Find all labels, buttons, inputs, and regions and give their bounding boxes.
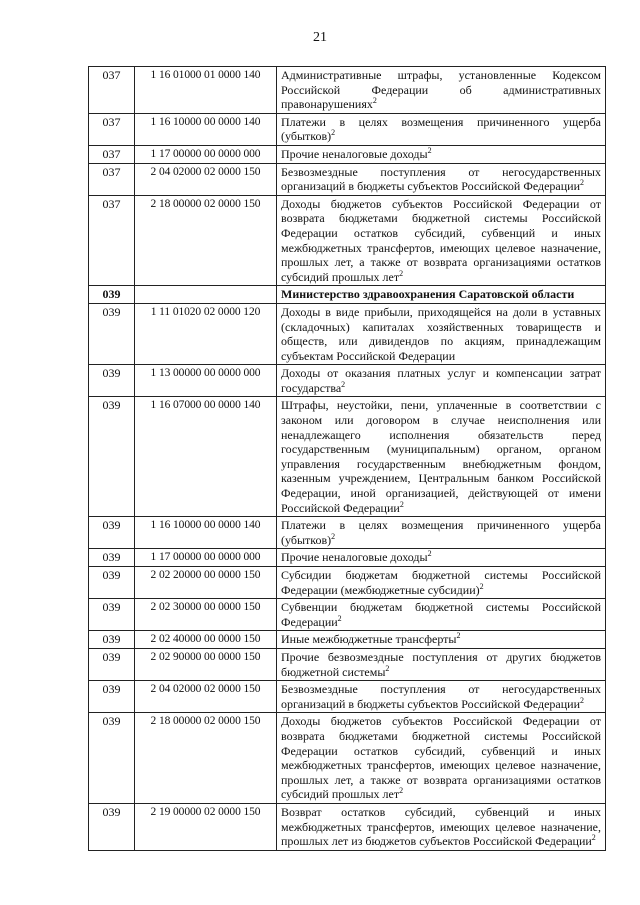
description-cell bbox=[277, 713, 606, 804]
budget-code-cell: 2 02 90000 00 0000 150 bbox=[135, 648, 277, 680]
description-text: Прочие неналоговые доходы bbox=[281, 146, 428, 161]
table-row bbox=[89, 599, 606, 631]
footnote-marker: 2 bbox=[580, 695, 585, 705]
budget-code-cell: 2 18 00000 02 0000 150 bbox=[135, 195, 277, 286]
description-text: Административные штрафы, установленные Кодексом Российской Федерации об административных правонарушениях bbox=[281, 68, 601, 112]
footnote-marker: 2 bbox=[385, 663, 390, 673]
admin-code-cell: 039 bbox=[89, 567, 135, 599]
budget-code-cell: 1 13 00000 00 0000 000 bbox=[135, 365, 277, 397]
table-row bbox=[89, 567, 606, 599]
admin-code-cell: 039 bbox=[89, 681, 135, 713]
admin-code-cell: 039 bbox=[89, 631, 135, 649]
table-row bbox=[89, 648, 606, 680]
admin-code-cell: 039 bbox=[89, 713, 135, 804]
page-number: 21 bbox=[313, 30, 327, 45]
budget-code-cell: 2 02 20000 00 0000 150 bbox=[135, 567, 277, 599]
description-cell bbox=[277, 599, 606, 631]
table-row bbox=[89, 163, 606, 195]
admin-code-cell: 037 bbox=[89, 113, 135, 145]
table-row bbox=[89, 803, 606, 850]
footnote-marker: 2 bbox=[331, 531, 336, 541]
admin-code-cell: 039 bbox=[89, 648, 135, 680]
footnote-marker: 2 bbox=[399, 268, 404, 278]
description-cell bbox=[277, 365, 606, 397]
description-text: Прочие неналоговые доходы bbox=[281, 550, 428, 565]
budget-code-cell: 1 11 01020 02 0000 120 bbox=[135, 303, 277, 364]
description-text: Безвозмездные поступления от негосударственных организаций в бюджеты субъектов Российской Федерации bbox=[281, 682, 601, 711]
admin-code-cell: 039 bbox=[89, 803, 135, 850]
table-row bbox=[89, 681, 606, 713]
footnote-marker: 2 bbox=[427, 145, 432, 155]
admin-code-cell: 037 bbox=[89, 67, 135, 114]
budget-code-cell: 1 16 01000 01 0000 140 bbox=[135, 67, 277, 114]
admin-code-cell: 037 bbox=[89, 145, 135, 163]
budget-code-cell: 1 16 10000 00 0000 140 bbox=[135, 113, 277, 145]
budget-code-cell: 1 17 00000 00 0000 000 bbox=[135, 549, 277, 567]
description-cell bbox=[277, 113, 606, 145]
description-cell bbox=[277, 163, 606, 195]
description-text: Возврат остатков субсидий, субвенций и иных межбюджетных трансфертов, имеющих целевое назначение, прошлых лет из бюджетов субъектов Российской Федерации bbox=[281, 804, 601, 849]
description-text: Иные межбюджетные трансферты bbox=[281, 632, 457, 647]
table-row bbox=[89, 397, 606, 517]
admin-code-cell: 039 bbox=[89, 517, 135, 549]
table-row bbox=[89, 303, 606, 364]
description-cell bbox=[277, 803, 606, 850]
footnote-marker: 2 bbox=[479, 581, 484, 591]
description-text: Платежи в целях возмещения причиненного ущерба (убытков) bbox=[281, 114, 601, 144]
admin-code-cell: 039 bbox=[89, 549, 135, 567]
table-row bbox=[89, 195, 606, 286]
budget-code-cell: 2 04 02000 02 0000 150 bbox=[135, 681, 277, 713]
table-row bbox=[89, 549, 606, 567]
description-cell bbox=[277, 195, 606, 286]
footnote-marker: 2 bbox=[399, 499, 404, 509]
description-text: Платежи в целях возмещения причиненного ущерба (убытков) bbox=[281, 518, 601, 547]
description-cell bbox=[277, 549, 606, 567]
table-row bbox=[89, 113, 606, 145]
table-row bbox=[89, 517, 606, 549]
footnote-marker: 2 bbox=[331, 128, 336, 138]
description-cell bbox=[277, 648, 606, 680]
admin-code-cell: 039 bbox=[89, 397, 135, 517]
admin-code-cell: 037 bbox=[89, 163, 135, 195]
budget-code-cell: 1 16 10000 00 0000 140 bbox=[135, 517, 277, 549]
budget-code-cell: 1 17 00000 00 0000 000 bbox=[135, 145, 277, 163]
description-text: Безвозмездные поступления от негосударственных организаций в бюджеты субъектов Российской Федерации bbox=[281, 164, 601, 194]
footnote-marker: 2 bbox=[341, 379, 346, 389]
description-text: Доходы в виде прибыли, приходящейся на доли в уставных (складочных) капиталах хозяйственных товариществ и обществ, или дивидендов по акциям, принадлежащим субъектам Российской Федерации bbox=[281, 304, 601, 363]
admin-code-cell: 039 bbox=[89, 286, 135, 304]
budget-code-cell: 2 02 30000 00 0000 150 bbox=[135, 599, 277, 631]
footnote-marker: 2 bbox=[580, 178, 585, 188]
footnote-marker: 2 bbox=[337, 613, 342, 623]
description-text: Субвенции бюджетам бюджетной системы Российской Федерации bbox=[281, 600, 601, 629]
budget-code-cell: 2 02 40000 00 0000 150 bbox=[135, 631, 277, 649]
revenue-table bbox=[88, 66, 606, 851]
footnote-marker: 2 bbox=[456, 631, 461, 641]
footnote-marker: 2 bbox=[427, 549, 432, 559]
description-text: Прочие безвозмездные поступления от других бюджетов бюджетной системы bbox=[281, 649, 601, 679]
budget-code-cell: 2 19 00000 02 0000 150 bbox=[135, 803, 277, 850]
description-text: Штрафы, неустойки, пени, уплаченные в соответствии с законом или договором в случае неисполнения или ненадлежащего исполнения обязательств перед государственным (муниципальным) органом, органом управления государственным внебюджетным фондом, казенным учреждением, Центральным банком Российской Федерации, иной организацией, действующей от имени Российской Федерации bbox=[281, 398, 601, 515]
admin-code-cell: 039 bbox=[89, 303, 135, 364]
description-cell bbox=[277, 67, 606, 114]
description-text: Доходы бюджетов субъектов Российской Федерации от возврата бюджетами бюджетной системы Российской Федерации остатков субсидий, субвенций и иных межбюджетных трансфертов, имеющих целевое назначение, прошлых лет, а также от возврата организациями остатков субсидий прошлых лет bbox=[281, 714, 601, 802]
description-text: Доходы от оказания платных услуг и компенсации затрат государства bbox=[281, 366, 601, 395]
admin-code-cell: 037 bbox=[89, 195, 135, 286]
description-cell bbox=[277, 681, 606, 713]
description-cell bbox=[277, 145, 606, 163]
description-text: Субсидии бюджетам бюджетной системы Российской Федерации (межбюджетные субсидии) bbox=[281, 568, 601, 597]
footnote-marker: 2 bbox=[591, 833, 596, 843]
budget-code-cell: 2 04 02000 02 0000 150 bbox=[135, 163, 277, 195]
table-row bbox=[89, 631, 606, 649]
description-cell bbox=[277, 517, 606, 549]
description-cell bbox=[277, 397, 606, 517]
admin-code-cell: 039 bbox=[89, 599, 135, 631]
table-row bbox=[89, 713, 606, 804]
description-text: Доходы бюджетов субъектов Российской Федерации от возврата бюджетами бюджетной системы Российской Федерации остатков субсидий, субвенций и иных межбюджетных трансфертов, имеющих целевое назначение, прошлых лет, а также от возврата организациями остатков субсидий прошлых лет bbox=[281, 196, 601, 284]
description-cell bbox=[277, 286, 606, 304]
budget-code-cell: 1 16 07000 00 0000 140 bbox=[135, 397, 277, 517]
admin-code-cell: 039 bbox=[89, 365, 135, 397]
table-row bbox=[89, 365, 606, 397]
description-cell bbox=[277, 631, 606, 649]
budget-code-cell: 2 18 00000 02 0000 150 bbox=[135, 713, 277, 804]
footnote-marker: 2 bbox=[372, 96, 377, 106]
footnote-marker: 2 bbox=[399, 786, 404, 796]
description-text: Министерство здравоохранения Саратовской области bbox=[281, 287, 575, 302]
table-row bbox=[89, 67, 606, 114]
table-body bbox=[89, 67, 606, 851]
description-cell bbox=[277, 567, 606, 599]
section-header-row bbox=[89, 286, 606, 304]
budget-code-cell bbox=[135, 286, 277, 304]
description-cell bbox=[277, 303, 606, 364]
table-row bbox=[89, 145, 606, 163]
